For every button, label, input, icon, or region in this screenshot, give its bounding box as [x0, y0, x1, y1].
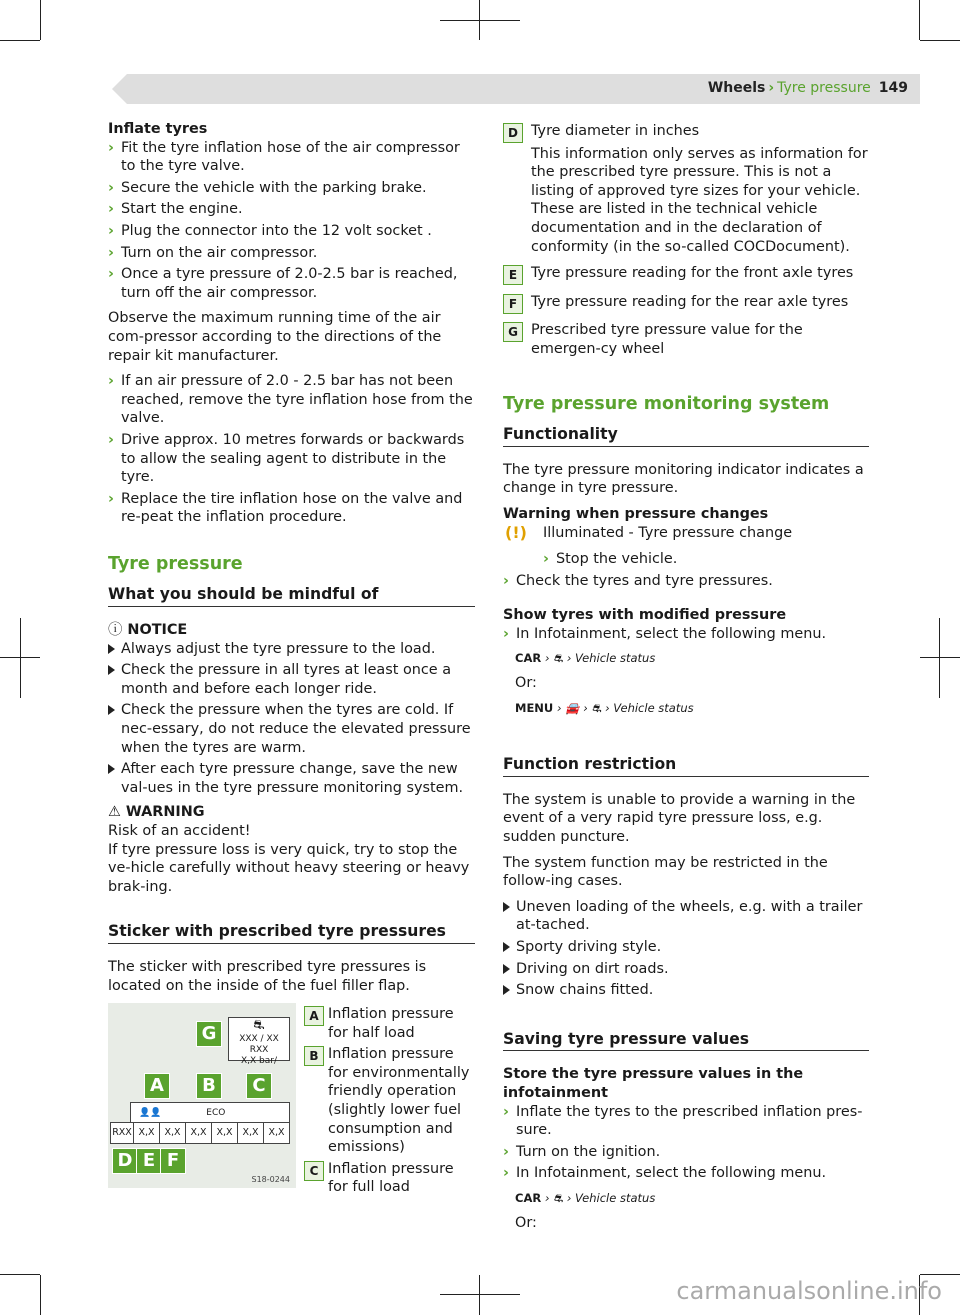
step-item: › Stop the vehicle.: [543, 551, 678, 568]
crop-mark: [0, 657, 40, 658]
crop-mark: [0, 1274, 40, 1275]
chevron-right-icon: ›: [108, 222, 114, 239]
page-number: 149: [878, 80, 908, 96]
breadcrumb-separator: ›: [768, 80, 775, 96]
legend-item: E Tyre pressure reading for the front axle tyres: [503, 264, 869, 283]
chevron-right-icon: ›: [108, 179, 114, 196]
crop-mark: [40, 0, 41, 40]
store-heading: Store the tyre pressure values in the infotainment: [503, 1066, 804, 1101]
legend-item: F Tyre pressure reading for the rear axle tyres: [503, 293, 869, 312]
legend-key: A: [304, 1006, 324, 1026]
legend-item: A Inflation pressure for half load: [304, 1005, 476, 1042]
chevron-right-icon: ›: [543, 551, 549, 568]
legend-item: G Prescribed tyre pressure value for the emergen-cy wheel: [503, 321, 869, 358]
figure-label-f: F: [160, 1148, 186, 1174]
breadcrumb: [708, 80, 908, 96]
sticker-top-text: XXX / XX RXX: [239, 1034, 279, 1055]
step-item: › Secure the vehicle with the parking brake.: [108, 179, 427, 196]
figure-label-e: E: [136, 1148, 162, 1174]
saving-heading: Saving tyre pressure values: [503, 1030, 869, 1052]
notice-item: Check the pressure in all tyres at least once a month and before each longer ride.: [108, 661, 475, 698]
car-front-icon: 🚘: [565, 700, 580, 715]
crop-mark: [920, 1274, 960, 1275]
sticker-figure: [108, 1003, 296, 1188]
indicator-row: (!) Illuminated - Tyre pressure change › Stop the vehicle.: [503, 524, 869, 569]
legend-item: C Inflation pressure for full load: [304, 1160, 476, 1197]
sticker-value: X,X: [134, 1123, 160, 1143]
notice-icon: ⓘ: [108, 622, 123, 639]
tyre-pressure-warning-icon: (!): [505, 522, 527, 542]
chevron-right-icon: ›: [503, 625, 509, 642]
crop-mark: [920, 657, 960, 658]
breadcrumb-section[interactable]: Tyre pressure: [777, 80, 871, 96]
mindful-heading: What you should be mindful of: [108, 585, 475, 607]
sticker-value: X,X: [186, 1123, 212, 1143]
legend-key: F: [503, 294, 523, 314]
notice-item: After each tyre pressure change, save the new val-ues in the tyre pressure monitoring system.: [108, 760, 475, 797]
functionality-text: The tyre pressure monitoring indicator indicates a change in tyre pressure.: [503, 461, 864, 497]
notice-heading: ⓘ NOTICE: [108, 622, 188, 639]
step-item: › Fit the tyre inflation hose of the air compressor to the tyre valve.: [108, 139, 460, 175]
legend-item: B Inflation pressure for environmentally friendly operation (slightly lower fuel consumption and emissions): [304, 1045, 476, 1157]
car-icon: ⛐: [591, 700, 602, 715]
warning-line: Risk of an accident!: [108, 823, 251, 839]
notice-item: Check the pressure when the tyres are cold. If nec-essary, do not reduce the elevated pressure when the tyres are warm.: [108, 701, 475, 757]
observe-text: Observe the maximum running time of the air com-pressor according to the directions of the repair kit manufacturer.: [108, 310, 442, 364]
restriction-heading: Function restriction: [503, 755, 869, 777]
crop-mark: [20, 618, 21, 698]
step-item: › In Infotainment, select the following menu.: [503, 1165, 827, 1182]
figure-label-a: A: [144, 1073, 170, 1099]
chevron-right-icon: ›: [108, 201, 114, 218]
right-column: [503, 122, 869, 1232]
chevron-right-icon: ›: [503, 1165, 509, 1182]
chevron-right-icon: ›: [108, 373, 114, 390]
show-heading: Show tyres with modified pressure: [503, 607, 787, 624]
inflate-title: Inflate tyres: [108, 121, 208, 137]
crop-mark: [479, 1275, 480, 1315]
restriction-text: The system is unable to provide a warning in the event of a very rapid tyre pressure loss, e.g. sudden puncture.: [503, 791, 856, 846]
legend-key: E: [503, 265, 523, 285]
notice-item: Always adjust the tyre pressure to the load.: [108, 640, 475, 659]
chevron-right-icon: ›: [503, 1143, 509, 1160]
step-item: › In Infotainment, select the following menu.: [503, 625, 827, 642]
warning-icon: ⚠: [108, 804, 121, 821]
crop-mark: [40, 1275, 41, 1315]
chevron-right-icon: ›: [503, 572, 509, 589]
sticker-value: X,X: [212, 1123, 238, 1143]
chevron-right-icon: ›: [108, 139, 114, 156]
sticker-value: X,X: [238, 1123, 264, 1143]
eco-label: ECO: [206, 1108, 226, 1118]
sticker-value-row: [110, 1122, 290, 1144]
menu-path: CAR › ⛐ › Vehicle status: [515, 1190, 656, 1205]
crop-mark: [939, 618, 940, 698]
restriction-item: Sporty driving style.: [503, 938, 869, 957]
chevron-right-icon: ›: [108, 266, 114, 283]
crop-mark: [440, 1294, 520, 1295]
sticker-text: The sticker with prescribed tyre pressures is located on the inside of the fuel filler flap.: [108, 958, 427, 994]
sticker-icon-row: [130, 1102, 290, 1124]
sticker-value: X,X: [160, 1123, 186, 1143]
legend-key: G: [503, 322, 523, 342]
chevron-right-icon: ›: [503, 1103, 509, 1120]
step-item: › Turn on the ignition.: [503, 1143, 661, 1160]
legend-item: D Tyre diameter in inches This information only serves as information for the prescribed tyre pressure. This is not a listing of approved tyre sizes for your vehicle. These are listed in the technical vehicle documentation and in the declaration of conformity (in the so-called COCDocument).: [503, 122, 869, 256]
step-item: › Plug the connector into the 12 volt socket .: [108, 222, 432, 239]
figure-legend: [304, 1005, 476, 1197]
figure-label-g: G: [196, 1021, 222, 1047]
crop-mark: [920, 40, 960, 41]
step-item: › Drive approx. 10 metres forwards or backwards to allow the sealing agent to distribute in the tyre.: [108, 431, 465, 486]
functionality-heading: Functionality: [503, 425, 869, 447]
sticker-top-text: X,X bar/: [240, 1056, 277, 1066]
step-item: › Start the engine.: [108, 201, 243, 218]
restriction-item: Driving on dirt roads.: [503, 960, 869, 979]
chevron-right-icon: ›: [108, 244, 114, 261]
step-item: › Replace the tire inflation hose on the valve and re-peat the inflation procedure.: [108, 490, 463, 526]
or-text: Or:: [515, 1214, 537, 1231]
warning-text: If tyre pressure loss is very quick, try to stop the ve-hicle carefully without heavy steering or heavy brak-ing.: [108, 841, 470, 895]
crop-mark: [0, 40, 40, 41]
car-icon: ⛐: [553, 651, 564, 666]
legend-key: D: [503, 123, 523, 143]
figure-label-d: D: [112, 1148, 138, 1174]
menu-path: MENU › 🚘 › ⛐ › Vehicle status: [515, 700, 694, 715]
section-title: Tyre pressure: [108, 553, 243, 574]
legend-key: C: [304, 1161, 324, 1181]
restriction-item: Uneven loading of the wheels, e.g. with a trailer at-tached.: [503, 898, 869, 935]
legend-key: B: [304, 1046, 324, 1066]
chevron-right-icon: ›: [108, 431, 114, 448]
warning-changes-heading: Warning when pressure changes: [503, 505, 769, 522]
sticker-row-head: RXX: [111, 1123, 134, 1143]
car-icon: ⛐: [553, 1190, 564, 1205]
restriction-text: The system function may be restricted in the follow-ing cases.: [503, 854, 828, 890]
figure-label-b: B: [196, 1073, 222, 1099]
restriction-item: Snow chains fitted.: [503, 981, 869, 1000]
or-text: Or:: [515, 675, 537, 692]
sticker-heading: Sticker with prescribed tyre pressures: [108, 922, 475, 944]
car-icon: ⛐: [253, 1018, 265, 1033]
crop-mark: [919, 0, 920, 40]
sticker-value: X,X: [268, 1127, 285, 1138]
left-column: [108, 120, 475, 1002]
step-item: › If an air pressure of 2.0 - 2.5 bar has not been reached, remove the tyre inflation hose from the valve.: [108, 373, 473, 427]
step-item: › Inflate the tyres to the prescribed inflation pres-sure.: [503, 1103, 863, 1139]
figure-code: S18-0244: [251, 1175, 290, 1184]
step-item: › Once a tyre pressure of 2.0-2.5 bar is reached, turn off the air compressor.: [108, 266, 458, 301]
step-item: › Turn on the air compressor.: [108, 244, 318, 261]
step-item: › Check the tyres and tyre pressures.: [503, 572, 773, 589]
tpms-title: Tyre pressure monitoring system: [503, 393, 830, 414]
warning-heading: ⚠ WARNING: [108, 804, 205, 821]
chevron-right-icon: ›: [108, 490, 114, 507]
watermark: carmanualsonline.info: [676, 1277, 942, 1305]
menu-path: CAR › ⛐ › Vehicle status: [515, 651, 656, 666]
crop-mark: [440, 20, 520, 21]
figure-label-c: C: [246, 1073, 272, 1099]
sticker-box-top: [228, 1017, 290, 1066]
breadcrumb-chapter[interactable]: Wheels: [707, 80, 766, 96]
person-icon: 👤👤: [139, 1108, 162, 1118]
